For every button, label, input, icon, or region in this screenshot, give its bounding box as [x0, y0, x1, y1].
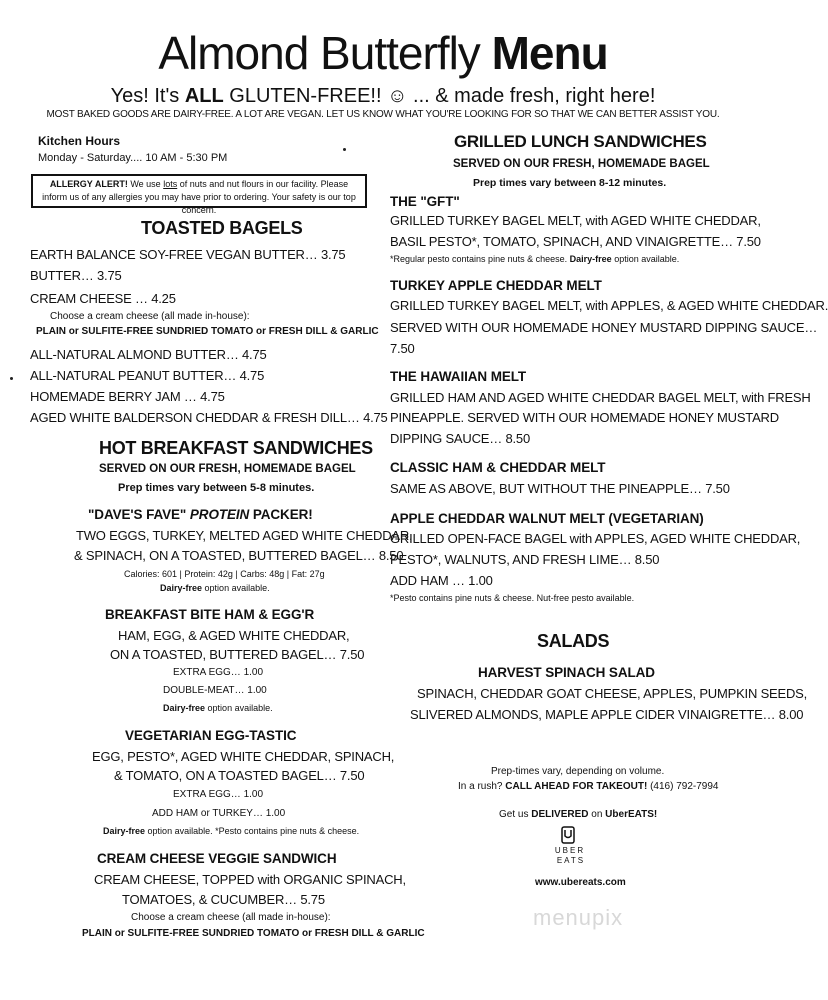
delivered-note [499, 809, 657, 820]
double-meat: DOUBLE-MEAT… 1.00 [163, 685, 267, 696]
veg-egg-title: VEGETARIAN EGG-TASTIC [125, 728, 297, 743]
uber-eats-logo-icon [561, 826, 575, 844]
dairy-free-label: Dairy-free [103, 826, 146, 836]
menu-item: HOMEMADE BERRY JAM … 4.75 [30, 389, 225, 404]
pesto-note [390, 254, 679, 264]
gft-title: THE "GFT" [390, 194, 460, 209]
subtitle: MOST BAKED GOODS ARE DAIRY-FREE. A LOT ARE VEGAN. LET US KNOW WHAT YOU'RE LOOKING FOR SO THAT WE CAN BETTER ASSIST YOU. [46, 109, 720, 120]
tagline [0, 86, 766, 106]
call-ahead-note [458, 781, 718, 792]
phone-number[interactable]: (416) 792-7994 [650, 781, 719, 792]
grilled-lunch-prep: Prep times vary between 8-12 minutes. [473, 177, 667, 189]
ubereats-url[interactable]: www.ubereats.com [535, 877, 626, 888]
prep-vary-note: Prep-times vary, depending on volume. [491, 766, 665, 777]
classic-ham-title: CLASSIC HAM & CHEDDAR MELT [390, 460, 606, 475]
cream-cheese-choices: PLAIN or SULFITE-FREE SUNDRIED TOMATO or FRESH DILL & GARLIC [36, 326, 379, 337]
grilled-lunch-served: SERVED ON OUR FRESH, HOMEMADE BAGEL [453, 158, 710, 170]
delivered-bold: DELIVERED [531, 809, 589, 820]
cream-cheese-veggie-title: CREAM CHEESE VEGGIE SANDWICH [97, 851, 337, 866]
allergy-alert-box [31, 174, 367, 215]
note-text: option available. [614, 254, 680, 264]
item-desc: TWO EGGS, TURKEY, MELTED AGED WHITE CHEDDAR, [76, 528, 413, 543]
tagline-all: ALL [184, 85, 224, 107]
page-title [0, 27, 766, 79]
turkey-apple-title: TURKEY APPLE CHEDDAR MELT [390, 278, 602, 293]
allergy-lots: lots [163, 179, 178, 189]
item-desc: ADD HAM … 1.00 [390, 573, 493, 588]
title-bold: Menu [491, 27, 608, 79]
note-text: option available. [207, 703, 273, 713]
menu-item: CREAM CHEESE … 4.25 [30, 291, 176, 306]
nutrition-info: Calories: 601 | Protein: 42g | Carbs: 48g | Fat: 27g [124, 569, 325, 579]
delivered-text: on [591, 809, 603, 820]
menu-item: EARTH BALANCE SOY-FREE VEGAN BUTTER… 3.75 [30, 247, 346, 262]
item-desc: 7.50 [390, 341, 415, 356]
note-text: *Regular pesto contains pine nuts & cheese. [390, 254, 568, 264]
item-desc: SLIVERED ALMONDS, MAPLE APPLE CIDER VINAIGRETTE… 8.00 [410, 707, 804, 722]
kitchen-hours: Monday - Saturday.... 10 AM - 5:30 PM [38, 152, 228, 164]
item-desc: GRILLED HAM AND AGED WHITE CHEDDAR BAGEL MELT, with FRESH [390, 390, 811, 405]
menu-item: ALL-NATURAL ALMOND BUTTER… 4.75 [30, 347, 267, 362]
stray-dot [343, 148, 346, 151]
item-desc: GRILLED OPEN-FACE BAGEL with APPLES, AGED WHITE CHEDDAR, [390, 531, 801, 546]
allergy-text: We use [130, 179, 161, 189]
item-desc: SAME AS ABOVE, BUT WITHOUT THE PINEAPPLE… 7.50 [390, 481, 730, 496]
menu-item: ALL-NATURAL PEANUT BUTTER… 4.75 [30, 368, 265, 383]
hot-breakfast-heading: HOT BREAKFAST SANDWICHES [99, 438, 373, 458]
title-main: Almond Butterfly [158, 27, 480, 79]
hot-breakfast-prep: Prep times vary between 5-8 minutes. [118, 482, 315, 494]
daves-fave-title [88, 507, 313, 522]
item-desc: ON A TOASTED, BUTTERED BAGEL… 7.50 [110, 647, 365, 662]
item-desc: PINEAPPLE. SERVED WITH OUR HOMEMADE HONEY MUSTARD [390, 410, 779, 425]
title-part: PACKER! [252, 507, 313, 522]
add-ham-turkey: ADD HAM or TURKEY… 1.00 [152, 808, 286, 819]
tagline-part: Yes! It's [110, 85, 180, 107]
apple-walnut-title: APPLE CHEDDAR WALNUT MELT (VEGETARIAN) [390, 511, 704, 526]
cream-cheese-choose: Choose a cream cheese (all made in-house): [131, 912, 331, 923]
item-desc: & TOMATO, ON A TOASTED BAGEL… 7.50 [114, 768, 365, 783]
hot-breakfast-served: SERVED ON OUR FRESH, HOMEMADE BAGEL [99, 463, 356, 475]
cream-cheese-choices: PLAIN or SULFITE-FREE SUNDRIED TOMATO or FRESH DILL & GARLIC [82, 928, 425, 939]
item-desc: SERVED WITH OUR HOMEMADE HONEY MUSTARD DIPPING SAUCE… [390, 320, 818, 335]
rush-text: In a rush? [458, 781, 503, 792]
menu-item: BUTTER… 3.75 [30, 268, 122, 283]
item-desc: BASIL PESTO*, TOMATO, SPINACH, AND VINAIGRETTE… 7.50 [390, 234, 761, 249]
hawaiian-title: THE HAWAIIAN MELT [390, 369, 527, 384]
delivered-text: Get us [499, 809, 529, 820]
toasted-bagels-heading: TOASTED BAGELS [141, 218, 303, 238]
grilled-lunch-heading: GRILLED LUNCH SANDWICHES [454, 132, 707, 151]
item-desc: TOMATOES, & CUCUMBER… 5.75 [122, 892, 325, 907]
breakfast-bite-title: BREAKFAST BITE HAM & EGG'R [105, 607, 315, 622]
pesto-note: *Pesto contains pine nuts & cheese. Nut-free pesto available. [390, 593, 635, 603]
item-desc: CREAM CHEESE, TOPPED with ORGANIC SPINACH, [94, 872, 406, 887]
cream-cheese-choose: Choose a cream cheese (all made in-house): [50, 311, 250, 322]
item-desc: PESTO*, WALNUTS, AND FRESH LIME… 8.50 [390, 552, 660, 567]
dairy-free-note [103, 826, 359, 836]
dairy-free-note [163, 703, 273, 713]
item-desc: & SPINACH, ON A TOASTED, BUTTERED BAGEL… 8.50 [74, 548, 404, 563]
dairy-free-label: Dairy-free [163, 703, 206, 713]
dairy-free-label: Dairy-free [160, 583, 203, 593]
harvest-salad-title: HARVEST SPINACH SALAD [478, 665, 655, 680]
dairy-free-note [160, 583, 270, 593]
kitchen-hours-title: Kitchen Hours [38, 134, 121, 148]
item-desc: DIPPING SAUCE… 8.50 [390, 431, 530, 446]
item-desc: GRILLED TURKEY BAGEL MELT, with AGED WHITE CHEDDAR, [390, 213, 761, 228]
item-desc: HAM, EGG, & AGED WHITE CHEDDAR, [118, 628, 350, 643]
menupix-watermark: menupix [533, 905, 624, 930]
uber-label: UBER [554, 846, 586, 855]
item-desc: GRILLED TURKEY BAGEL MELT, with APPLES, & AGED WHITE CHEDDAR. [390, 298, 828, 313]
allergy-text: of nuts and nut flours in our facility. Please inform us of any allergies you may have prior to ordering. Your safety is our top concern. [42, 179, 356, 215]
eats-label: EATS [556, 856, 586, 865]
extra-egg: EXTRA EGG… 1.00 [173, 667, 264, 678]
extra-egg: EXTRA EGG… 1.00 [173, 789, 264, 800]
item-desc: EGG, PESTO*, AGED WHITE CHEDDAR, SPINACH, [92, 749, 395, 764]
title-protein: PROTEIN [189, 507, 250, 522]
menu-item: AGED WHITE BALDERSON CHEDDAR & FRESH DILL… 4.75 [30, 410, 388, 425]
note-text: option available. *Pesto contains pine nuts & cheese. [147, 826, 360, 836]
note-text: option available. [204, 583, 270, 593]
tagline-part: GLUTEN-FREE!! ☺ ... & made fresh, right here! [229, 85, 656, 107]
dairy-free-label: Dairy-free [569, 254, 612, 264]
ubereats-bold: UberEATS! [605, 809, 658, 820]
rush-call-ahead: CALL AHEAD FOR TAKEOUT! [505, 781, 648, 792]
allergy-label: ALLERGY ALERT! [49, 179, 128, 189]
title-part: "DAVE'S FAVE" [88, 507, 187, 522]
salads-heading: SALADS [537, 631, 610, 651]
item-desc: SPINACH, CHEDDAR GOAT CHEESE, APPLES, PUMPKIN SEEDS, [417, 686, 808, 701]
stray-dot [10, 377, 13, 380]
